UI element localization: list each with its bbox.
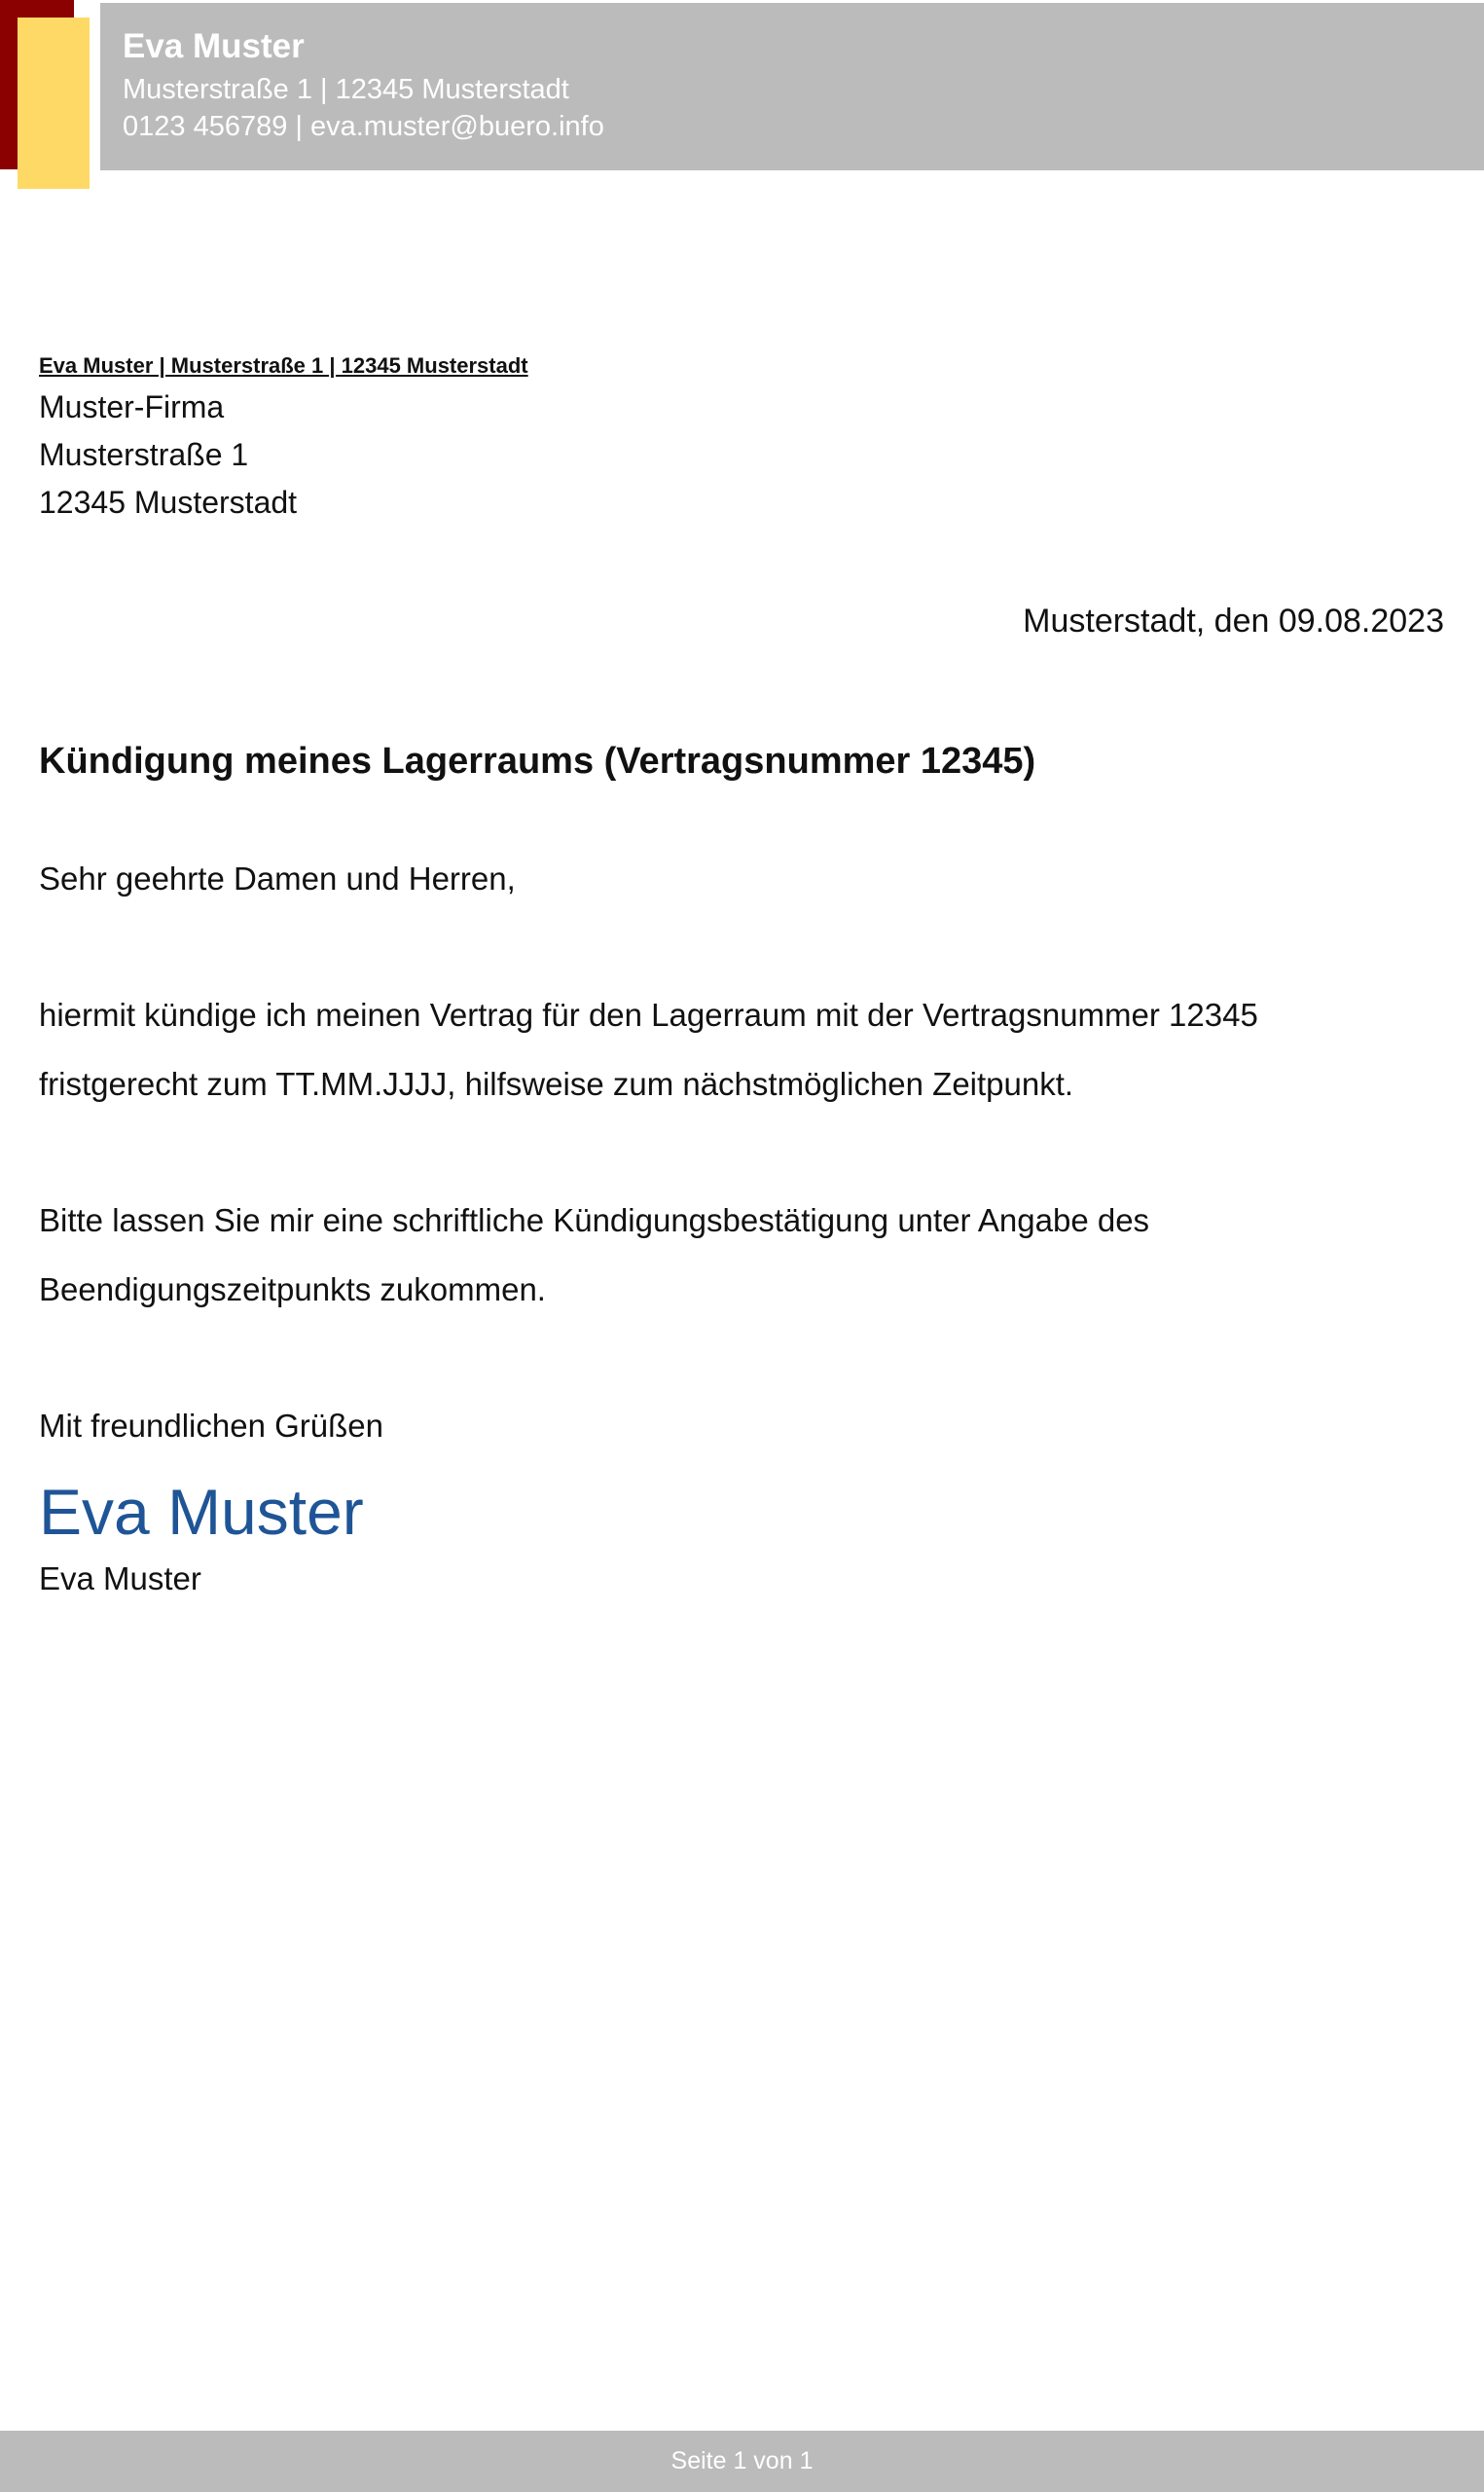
salutation: Sehr geehrte Damen und Herren, bbox=[39, 861, 516, 897]
letter-date: Musterstadt, den 09.08.2023 bbox=[1023, 603, 1444, 640]
recipient-company: Muster-Firma bbox=[39, 389, 225, 424]
recipient-street: Musterstraße 1 bbox=[39, 437, 249, 472]
paragraph-1-line-1: hiermit kündige ich meinen Vertrag für den Lagerraum mit der Vertragsnummer 12345 bbox=[39, 997, 1258, 1033]
letter-subject: Kündigung meines Lagerraums (Vertragsnummer 12345) bbox=[39, 741, 1036, 782]
signature: Eva Muster bbox=[39, 1476, 364, 1548]
letterhead-address: Musterstraße 1 | 12345 Musterstadt bbox=[123, 74, 569, 105]
closing-phrase: Mit freundlichen Grüßen bbox=[39, 1408, 383, 1444]
page-footer bbox=[0, 2431, 1484, 2492]
letterhead-name: Eva Muster bbox=[123, 27, 305, 65]
letterhead-contact: 0123 456789 | eva.muster@buero.info bbox=[123, 111, 604, 142]
page-number: Seite 1 von 1 bbox=[670, 2447, 814, 2474]
signature-printed-name: Eva Muster bbox=[39, 1560, 201, 1596]
paragraph-2-line-2: Beendigungszeitpunkts zukommen. bbox=[39, 1271, 546, 1307]
recipient-city: 12345 Musterstadt bbox=[39, 485, 298, 520]
paragraph-2-line-1: Bitte lassen Sie mir eine schriftliche Kündigungsbestätigung unter Angabe des bbox=[39, 1202, 1150, 1238]
sender-return-line: Eva Muster | Musterstraße 1 | 12345 Musterstadt bbox=[39, 353, 528, 378]
header-decoration-yellow bbox=[18, 18, 90, 189]
paragraph-1-line-2: fristgerecht zum TT.MM.JJJJ, hilfsweise zum nächstmöglichen Zeitpunkt. bbox=[39, 1066, 1074, 1102]
